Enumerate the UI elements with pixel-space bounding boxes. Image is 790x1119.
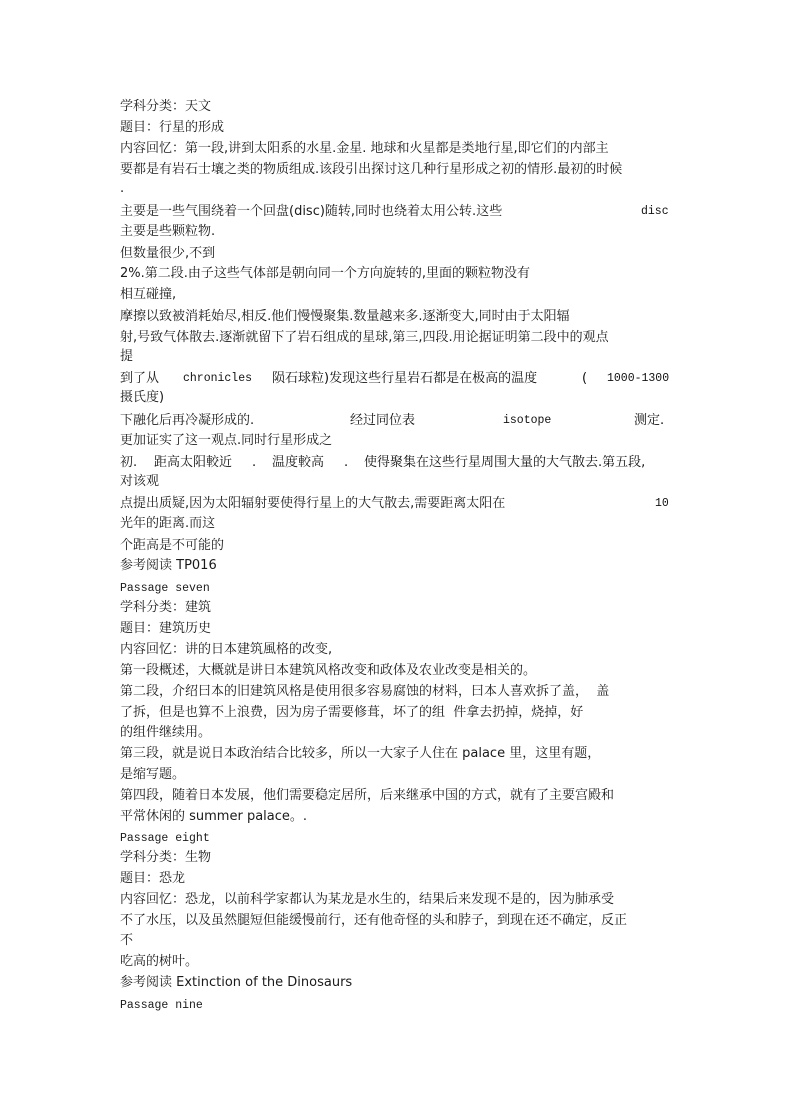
passage-heading: Passage seven xyxy=(120,582,210,595)
content-line: 不 xyxy=(120,933,134,948)
content-line: 但数量很少,不到 xyxy=(120,246,216,261)
content-line: 测定. xyxy=(634,413,665,428)
content-term: isotope xyxy=(503,414,552,427)
content-line: 经过同位表 xyxy=(350,413,416,428)
content-line: . xyxy=(252,455,257,470)
content-line: 提 xyxy=(120,349,134,364)
content-line: . xyxy=(344,455,349,470)
content-line: 的组件继续用。 xyxy=(120,725,212,740)
content-line: 内容回忆：恐龙，以前科学家都认为某龙是水生的，结果后来发现不是的，因为肺承受 xyxy=(120,892,615,907)
content-line: 是缩写题。 xyxy=(120,767,186,782)
content-line: 要都是有岩石士壤之类的物质组成.该段引出探讨这几种行星形成之初的情形.最初的时候 xyxy=(120,162,623,177)
content-line: 下融化后再冷凝形成的. xyxy=(120,413,255,428)
content-term: disc xyxy=(641,205,669,218)
title-line: 题目：行星的形成 xyxy=(120,120,225,135)
content-line: 内容回忆：讲的日本建筑風格的改变, xyxy=(120,642,333,657)
content-line: 光年的距离.而这 xyxy=(120,516,216,531)
reference-line: 参考阅读 TP016 xyxy=(120,558,217,573)
subject-line: 学科分类：建筑 xyxy=(120,600,212,615)
content-line: 第二段，介绍曰本的旧建筑风格是使用很多容易腐蚀的材料，曰本人喜欢拆了盖， 盖 xyxy=(120,684,610,699)
content-line: 平常休闲的 summer palace。. xyxy=(120,809,308,824)
content-line: 主要是一些气围绕着一个回盘(disc)随转,同时也绕着太用公转.这些 xyxy=(120,204,503,219)
content-line: 摩擦以致被消耗始尽,相反.他们慢慢聚集.数量越来多.逐渐变大,同时由于太阳辐 xyxy=(120,309,570,324)
content-line: ( xyxy=(582,371,588,386)
content-line: 个距高是不可能的 xyxy=(120,538,225,553)
content-line: 初. xyxy=(120,455,138,470)
content-line: 摄氏度) xyxy=(120,390,165,405)
content-line: 了拆，但是也算不上浪费，因为房子需要修葺，坏了的组 件拿去扔掉，烧掉，好 xyxy=(120,705,584,720)
content-line: 距高太阳較近 xyxy=(154,455,233,470)
reference-line: 参考阅读 Extinction of the Dinosaurs xyxy=(120,975,353,990)
content-line: 不了水压，以及虽然腿短但能缓慢前行，还有他奇怪的头和脖子，到现在还不确定，反正 xyxy=(120,913,628,928)
content-line: 2%.第二段.由子这些气体部是朝向同一个方向旋转的,里面的颗粒物没有 xyxy=(120,266,531,281)
content-line: 更加证实了这一观点.同时行星形成之 xyxy=(120,433,333,448)
content-line: 第四段，随着日本发展，他们需要稳定居所，后来继承中国的方式，就有了主要宫殿和 xyxy=(120,788,615,803)
content-line: 温度較高 xyxy=(272,455,325,470)
content-line: 到了从 xyxy=(120,371,160,386)
passage-heading: Passage eight xyxy=(120,832,210,845)
content-line: 点提出质疑,因为太阳辐射要使得行星上的大气散去,需要距离太阳在 xyxy=(120,496,506,511)
content-term: 1000-1300 xyxy=(607,372,670,385)
content-line: 相互碰撞, xyxy=(120,287,177,302)
subject-line: 学科分类：生物 xyxy=(120,850,212,865)
content-line: 使得聚集在这些行星周围大量的大气散去.第五段, xyxy=(364,455,646,470)
content-line: 第一段概述，大概就是讲日本建筑风格改变和政体及农业改变是相关的。 xyxy=(120,663,537,678)
content-line: 射,号致气体散去.逐渐就留下了岩石组成的星球,第三,四段.用论据证明第二段中的观点 xyxy=(120,330,609,345)
content-line: 陨石球粒)发现这些行星岩石都是在极高的温度 xyxy=(272,371,538,386)
passage-heading: Passage nine xyxy=(120,999,203,1012)
content-term: 10 xyxy=(655,497,669,510)
content-line: 对该观 xyxy=(120,474,160,489)
content-line: 吃高的树叶。 xyxy=(120,954,199,969)
title-line: 题目：建筑历史 xyxy=(120,621,212,636)
title-line: 题目：恐龙 xyxy=(120,871,186,886)
content-term: chronicles xyxy=(183,372,253,385)
content-line: 主要是些颗粒物. xyxy=(120,224,216,239)
content-line: 内容回忆：第一段,讲到太阳系的水星.金星. 地球和火星都是类地行星,即它们的内部主 xyxy=(120,141,609,156)
content-line: 第三段，就是说日本政治结合比较多，所以一大家子人住在 palace 里，这里有题， xyxy=(120,746,601,761)
content-line: . xyxy=(120,181,125,196)
subject-line: 学科分类：天文 xyxy=(120,99,212,114)
